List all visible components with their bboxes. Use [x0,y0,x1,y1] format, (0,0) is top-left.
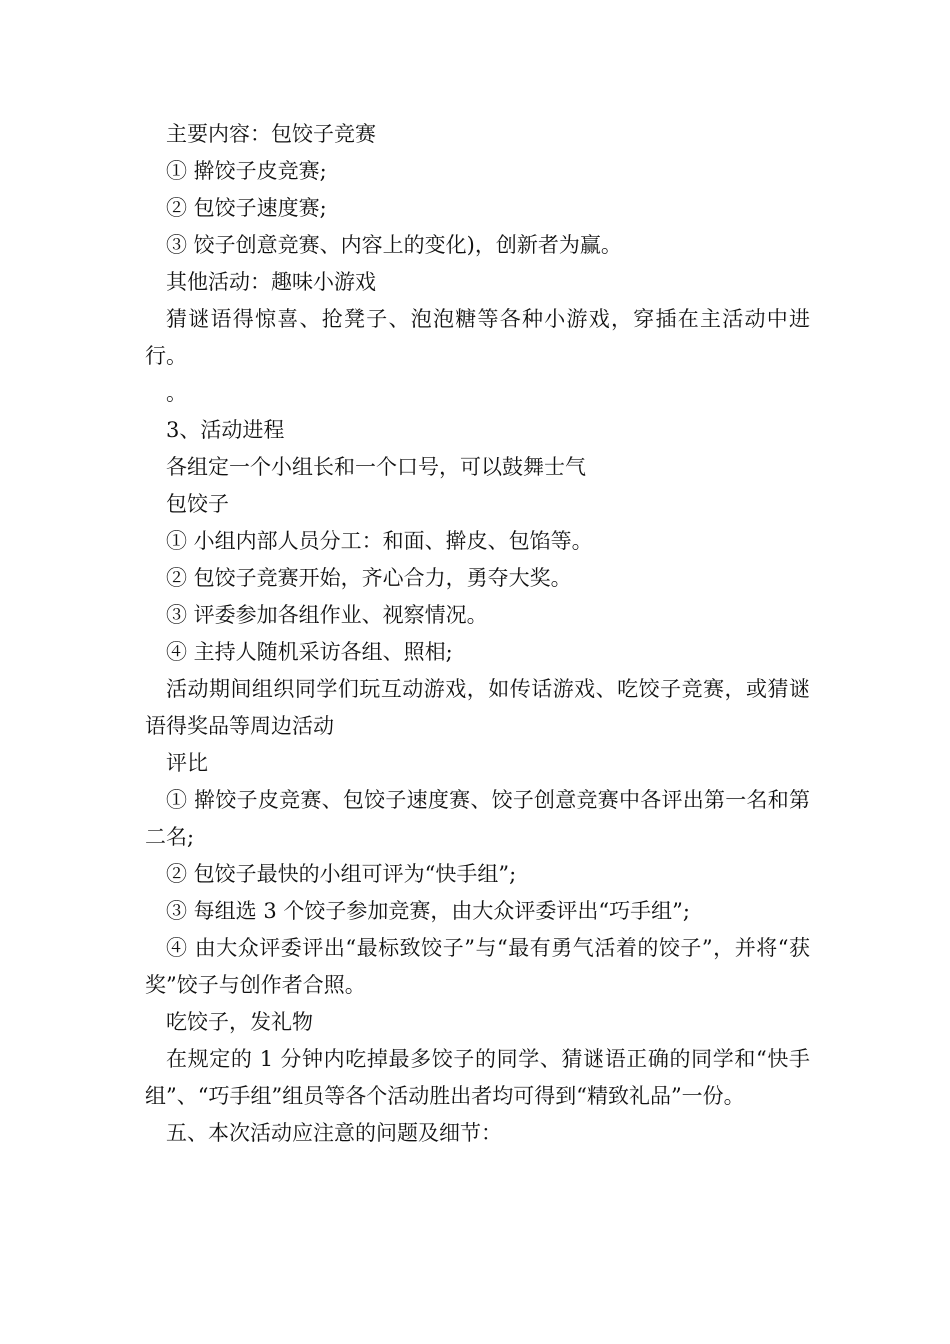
section-heading-process: 3、活动进程 [166,418,285,442]
paragraph-games: 猜谜语得惊喜、抢凳子、泡泡糖等各种小游戏，穿插在主活动中进行。 [145,307,810,368]
paragraph-item: ③ 评委参加各组作业、视察情况。 [166,603,488,627]
paragraph-item: 各组定一个小组长和一个口号，可以鼓舞士气 [166,455,586,479]
paragraph-item: ③ 饺子创意竞赛、内容上的变化)，创新者为赢。 [166,233,622,257]
paragraph-other-activities: 其他活动：趣味小游戏 [166,270,376,294]
subheading-eat-and-gifts: 吃饺子，发礼物 [166,1010,313,1034]
document-body [145,116,810,1152]
paragraph-item: ① 擀饺子皮竞赛、包饺子速度赛、饺子创意竞赛中各评出第一名和第二名; [145,788,810,849]
paragraph-item: ② 包饺子最快的小组可评为“快手组”; [166,862,517,886]
paragraph-item: ② 包饺子竞赛开始，齐心合力，勇夺大奖。 [166,566,572,590]
section-heading-notes: 五、本次活动应注意的问题及细节： [166,1121,502,1145]
paragraph-prizes: 在规定的 1 分钟内吃掉最多饺子的同学、猜谜语正确的同学和“快手组”、“巧手组”组员等各个活动胜出者均可得到“精致礼品”一份。 [145,1047,810,1108]
paragraph-item: ① 小组内部人员分工：和面、擀皮、包馅等。 [166,529,593,553]
paragraph-item: ① 擀饺子皮竞赛; [166,159,327,183]
paragraph-period: 。 [166,381,187,405]
subheading-make-dumplings: 包饺子 [166,492,229,516]
paragraph-item: ③ 每组选 3 个饺子参加竞赛，由大众评委评出“巧手组”; [166,899,690,923]
subheading-judging: 评比 [166,751,208,775]
paragraph-interactive-games: 活动期间组织同学们玩互动游戏，如传话游戏、吃饺子竞赛，或猜谜语得奖品等周边活动 [145,677,810,738]
paragraph-main-content: 主要内容：包饺子竞赛 [166,122,376,146]
paragraph-item: ② 包饺子速度赛; [166,196,327,220]
paragraph-item: ④ 由大众评委评出“最标致饺子”与“最有勇气活着的饺子”，并将“获奖”饺子与创作者合照。 [145,936,810,997]
paragraph-item: ④ 主持人随机采访各组、照相; [166,640,453,664]
